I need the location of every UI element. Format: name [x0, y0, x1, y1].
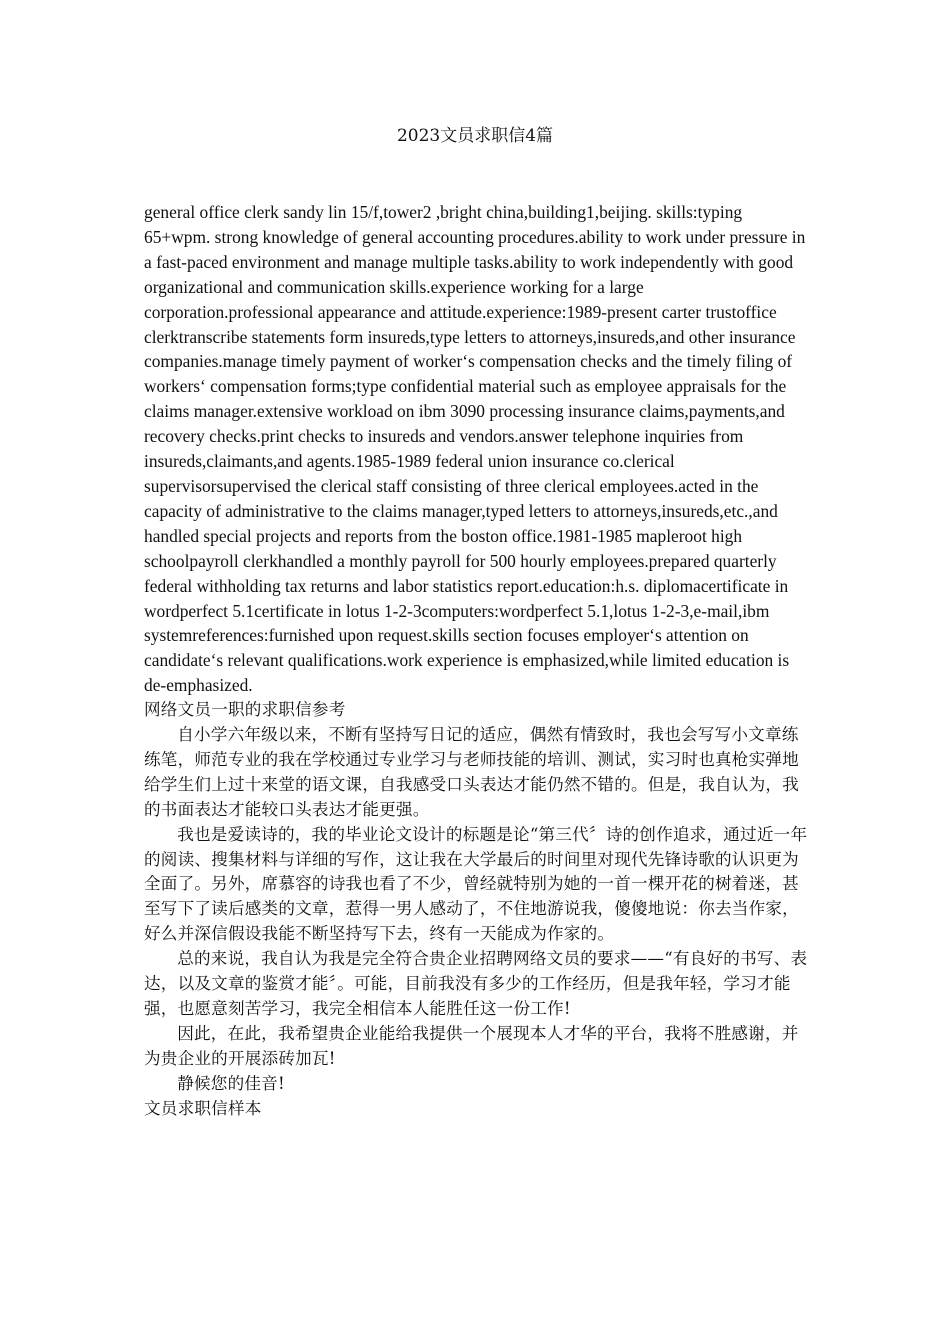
- paragraph-closing: 静候您的佳音!: [177, 1073, 285, 1093]
- paragraph-poetry: 我也是爱读诗的，我的毕业论文设计的标题是论“第三代〞诗的创作追求，通过近一年的阅读、搜集材料与详细的写作，这让我在大学最后的时间里对现代先锋诗歌的认识更为全面了。另外，席慕容的诗我也看了不少，曾经就特别为她的一首一棵开花的树着迷，甚至写下了读后感类的文章，惹得一男人感动了，不住地游说我，傻傻地说：你去当作家，好么并深信假设我能不断坚持写下去，终有一天能成为作家的。: [144, 824, 808, 944]
- paragraph-diary-habit: 自小学六年级以来，不断有坚持写日记的适应，偶然有情致时，我也会写写小文章练练笔，师范专业的我在学校通过专业学习与老师技能的培训、测试，实习时也真枪实弹地给学生们上过十来堂的语文课，自我感受口头表达才能仍然不错的。但是，我自认为，我的书面表达才能较口头表达才能更强。: [144, 725, 799, 819]
- english-resume-text: general office clerk sandy lin 15/f,tower2 ,bright china,building1,beijing. skills:typing 65+wpm. strong knowledge of general accounting procedures.ability to work under pressure in a fast-paced environment and manage multiple tasks.ability to work independently with good organizational and communication skills.experience working for a large corporation.professional appearance and attitude.experience:1989-present carter trustoffice clerktranscribe statements form insureds,type letters to attorneys,insureds,and other insurance companies.manage timely payment of worker‘s compensation checks and the timely filing of workers‘ compensation forms;type confidential material such as employee appraisals for the claims manager.extensive workload on ibm 3090 processing insurance claims,payments,and recovery checks.print checks to insureds and vendors.answer telephone inquiries from insureds,claimants,and agents.1985-1989 federal union insurance co.clerical supervisorsupervised the clerical staff consisting of three clerical employees.acted in the capacity of administrative to the claims manager,typed letters to attorneys,insureds,etc.,and handled special projects and reports from the boston office.1981-1985 mapleroot high schoolpayroll clerkhandled a monthly payroll for 500 hourly employees.prepared quarterly federal withholding tax returns and labor statistics report.education:h.s. diplomacertificate in wordperfect 5.1certificate in lotus 1-2-3computers:wordperfect 5.1,lotus 1-2-3,e-mail,ibm systemreferences:furnished upon request.skills section focuses employer‘s attention on candidate‘s relevant qualifications.work experience is emphasized,while limited education is de-emphasized.: [144, 202, 806, 696]
- section-heading-sample: 文员求职信样本: [144, 1098, 262, 1118]
- section-heading-network-clerk: 网络文员一职的求职信参考: [144, 700, 346, 720]
- paragraph-request: 因此，在此，我希望贵企业能给我提供一个展现本人才华的平台，我将不胜感谢，并为贵企业的开展添砖加瓦!: [144, 1023, 799, 1068]
- document-title: 2023文员求职信4篇: [396, 126, 554, 146]
- document-body: [144, 200, 808, 1122]
- paragraph-qualification: 总的来说，我自认为我是完全符合贵企业招聘网络文员的要求——“有良好的书写、表达，以及文章的鉴赏才能〞。可能，目前我没有多少的工作经历，但是我年轻，学习才能强，也愿意刻苦学习，我完全相信本人能胜任这一份工作!: [144, 949, 808, 1018]
